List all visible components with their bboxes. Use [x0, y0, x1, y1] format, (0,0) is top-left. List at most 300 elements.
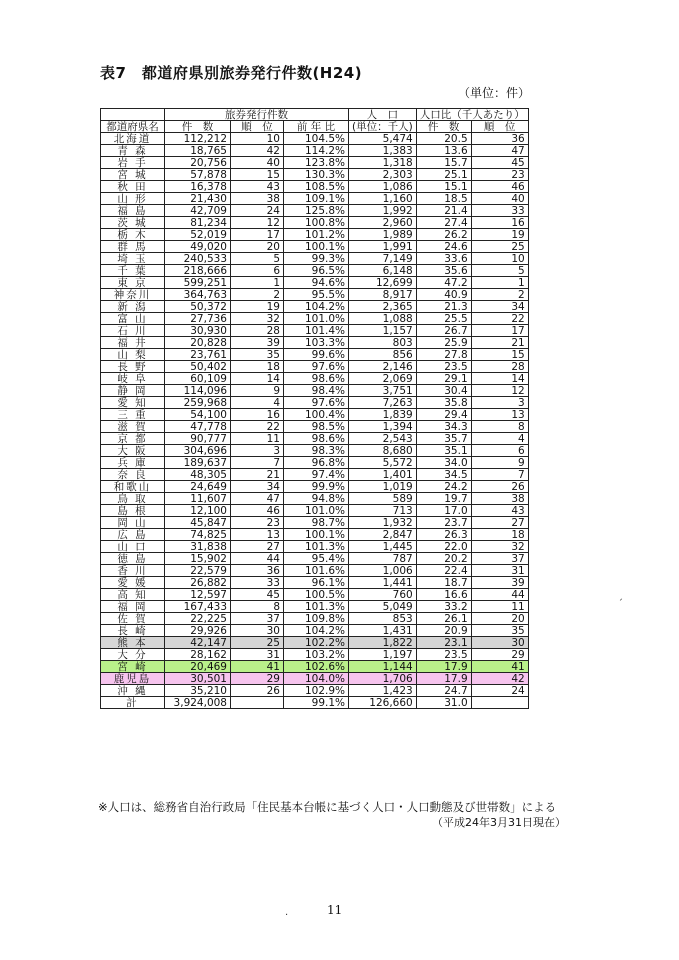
- prefecture-cell: 群 馬: [101, 241, 165, 253]
- prev-ratio-cell: 98.6%: [284, 433, 349, 445]
- table-row: [101, 253, 529, 265]
- ratio-rank-cell: 18: [471, 529, 528, 541]
- ratio-rank-cell: 13: [471, 409, 528, 421]
- prefecture-cell: 福 島: [101, 205, 165, 217]
- population-cell: 1,394: [349, 421, 417, 433]
- ratio-rank-cell: 2: [471, 289, 528, 301]
- rank-cell: 25: [231, 637, 284, 649]
- ratio-cell: 27.8: [416, 349, 471, 361]
- ratio-cell: 34.0: [416, 457, 471, 469]
- ratio-cell: 27.4: [416, 217, 471, 229]
- prev-ratio-cell: 97.6%: [284, 397, 349, 409]
- ratio-cell: 23.1: [416, 637, 471, 649]
- header-count: 件 数: [165, 121, 231, 133]
- ratio-rank-cell: 21: [471, 337, 528, 349]
- prefecture-cell: 香 川: [101, 565, 165, 577]
- prefecture-cell: 新 潟: [101, 301, 165, 313]
- table-row: [101, 637, 529, 649]
- prev-ratio-cell: 101.3%: [284, 601, 349, 613]
- rank-cell: 9: [231, 385, 284, 397]
- ratio-cell: 19.7: [416, 493, 471, 505]
- prefecture-cell: 東 京: [101, 277, 165, 289]
- prefecture-cell: 岐 阜: [101, 373, 165, 385]
- count-cell: 29,926: [165, 625, 231, 637]
- table-row: [101, 457, 529, 469]
- ratio-cell: 13.6: [416, 145, 471, 157]
- ratio-cell: 33.6: [416, 253, 471, 265]
- ratio-rank-cell: 37: [471, 553, 528, 565]
- ratio-rank-cell: 26: [471, 481, 528, 493]
- count-cell: 31,838: [165, 541, 231, 553]
- ratio-rank-cell: 25: [471, 241, 528, 253]
- count-cell: 81,234: [165, 217, 231, 229]
- ratio-cell: 35.8: [416, 397, 471, 409]
- header-population-group: 人 口: [349, 109, 417, 121]
- prev-ratio-cell: 123.8%: [284, 157, 349, 169]
- count-cell: 114,096: [165, 385, 231, 397]
- ratio-cell: 23.5: [416, 361, 471, 373]
- population-cell: 8,917: [349, 289, 417, 301]
- count-cell: 599,251: [165, 277, 231, 289]
- count-cell: 18,765: [165, 145, 231, 157]
- prev-ratio-cell: 98.5%: [284, 421, 349, 433]
- prev-ratio-cell: 103.3%: [284, 337, 349, 349]
- population-cell: 1,160: [349, 193, 417, 205]
- header-population-unit: (単位：千人): [349, 121, 417, 133]
- ratio-cell: 26.1: [416, 613, 471, 625]
- table-row: [101, 361, 529, 373]
- ratio-rank-cell: 42: [471, 673, 528, 685]
- header-ratio-rank: 順 位: [471, 121, 528, 133]
- prefecture-cell: 宮 城: [101, 169, 165, 181]
- count-cell: 12,597: [165, 589, 231, 601]
- prev-ratio-cell: 94.8%: [284, 493, 349, 505]
- population-cell: 1,431: [349, 625, 417, 637]
- prev-ratio-cell: 95.5%: [284, 289, 349, 301]
- prev-ratio-cell: 104.2%: [284, 625, 349, 637]
- prefecture-cell: 鹿児島: [101, 673, 165, 685]
- prefecture-cell: 宮 崎: [101, 661, 165, 673]
- prev-ratio-cell: 108.5%: [284, 181, 349, 193]
- ratio-cell: 20.5: [416, 133, 471, 145]
- population-cell: 1,989: [349, 229, 417, 241]
- prefecture-cell: 沖 縄: [101, 685, 165, 697]
- ratio-cell: 40.9: [416, 289, 471, 301]
- table-row: [101, 517, 529, 529]
- ratio-rank-cell: 20: [471, 613, 528, 625]
- rank-cell: 41: [231, 661, 284, 673]
- population-cell: 5,474: [349, 133, 417, 145]
- prefecture-cell: 千 葉: [101, 265, 165, 277]
- rank-cell: 38: [231, 193, 284, 205]
- table-row: [101, 229, 529, 241]
- ratio-cell: 17.0: [416, 505, 471, 517]
- population-cell: 1,318: [349, 157, 417, 169]
- ratio-rank-cell: 29: [471, 649, 528, 661]
- rank-cell: 28: [231, 325, 284, 337]
- ratio-rank-cell: 9: [471, 457, 528, 469]
- table-row: [101, 697, 529, 709]
- rank-cell: 26: [231, 685, 284, 697]
- ratio-cell: 34.3: [416, 421, 471, 433]
- ratio-cell: 18.5: [416, 193, 471, 205]
- rank-cell: 19: [231, 301, 284, 313]
- ratio-rank-cell: 4: [471, 433, 528, 445]
- count-cell: 47,778: [165, 421, 231, 433]
- population-cell: 126,660: [349, 697, 417, 709]
- prev-ratio-cell: 100.1%: [284, 241, 349, 253]
- rank-cell: 3: [231, 445, 284, 457]
- ratio-cell: 21.4: [416, 205, 471, 217]
- prev-ratio-cell: 130.3%: [284, 169, 349, 181]
- ratio-cell: 29.1: [416, 373, 471, 385]
- rank-cell: 6: [231, 265, 284, 277]
- ratio-cell: 26.3: [416, 529, 471, 541]
- prefecture-cell: 福 岡: [101, 601, 165, 613]
- footnote: ※人口は、総務省自治行政局「住民基本台帳に基づく人口・人口動態及び世帯数」による: [98, 800, 557, 814]
- ratio-rank-cell: 17: [471, 325, 528, 337]
- population-cell: 1,086: [349, 181, 417, 193]
- population-cell: 1,019: [349, 481, 417, 493]
- ratio-cell: 26.2: [416, 229, 471, 241]
- header-prev-ratio: 前 年 比: [284, 121, 349, 133]
- ratio-rank-cell: 40: [471, 193, 528, 205]
- header-per1000-group: 人口比（千人あたり）: [416, 109, 528, 121]
- population-cell: 1,991: [349, 241, 417, 253]
- count-cell: 22,579: [165, 565, 231, 577]
- ratio-rank-cell: 15: [471, 349, 528, 361]
- population-cell: 7,263: [349, 397, 417, 409]
- count-cell: 22,225: [165, 613, 231, 625]
- page-title: 表7 都道府県別旅券発行件数(H24): [100, 64, 363, 82]
- population-cell: 1,144: [349, 661, 417, 673]
- prefecture-cell: 大 分: [101, 649, 165, 661]
- ratio-rank-cell: 12: [471, 385, 528, 397]
- table-row: [101, 217, 529, 229]
- prev-ratio-cell: 125.8%: [284, 205, 349, 217]
- rank-cell: [231, 697, 284, 709]
- table-row: [101, 169, 529, 181]
- rank-cell: 37: [231, 613, 284, 625]
- date-note: （平成24年3月31日現在）: [432, 816, 566, 829]
- ratio-cell: 24.6: [416, 241, 471, 253]
- prefecture-cell: 山 口: [101, 541, 165, 553]
- prefecture-cell: 鳥 取: [101, 493, 165, 505]
- ratio-rank-cell: 36: [471, 133, 528, 145]
- prev-ratio-cell: 98.7%: [284, 517, 349, 529]
- table-row: [101, 385, 529, 397]
- table-row: [101, 349, 529, 361]
- count-cell: 20,828: [165, 337, 231, 349]
- ratio-cell: 33.2: [416, 601, 471, 613]
- ratio-rank-cell: 1: [471, 277, 528, 289]
- population-cell: 1,383: [349, 145, 417, 157]
- prefecture-cell: 奈 良: [101, 469, 165, 481]
- table-row: [101, 673, 529, 685]
- rank-cell: 39: [231, 337, 284, 349]
- rank-cell: 42: [231, 145, 284, 157]
- ratio-cell: 15.1: [416, 181, 471, 193]
- table-row: [101, 649, 529, 661]
- prev-ratio-cell: 95.4%: [284, 553, 349, 565]
- prefecture-cell: 山 形: [101, 193, 165, 205]
- ratio-rank-cell: 22: [471, 313, 528, 325]
- rank-cell: 7: [231, 457, 284, 469]
- prev-ratio-cell: 98.6%: [284, 373, 349, 385]
- table-row: [101, 445, 529, 457]
- rank-cell: 40: [231, 157, 284, 169]
- ratio-rank-cell: 19: [471, 229, 528, 241]
- unit-note: （単位：件）: [458, 86, 531, 100]
- prefecture-cell: 高 知: [101, 589, 165, 601]
- table-row: [101, 193, 529, 205]
- prefecture-cell: 富 山: [101, 313, 165, 325]
- count-cell: 48,305: [165, 469, 231, 481]
- population-cell: 2,069: [349, 373, 417, 385]
- ratio-rank-cell: 41: [471, 661, 528, 673]
- prefecture-cell: 栃 木: [101, 229, 165, 241]
- ratio-rank-cell: 28: [471, 361, 528, 373]
- prefecture-cell: 和歌山: [101, 481, 165, 493]
- prev-ratio-cell: 114.2%: [284, 145, 349, 157]
- rank-cell: 33: [231, 577, 284, 589]
- population-cell: 1,157: [349, 325, 417, 337]
- prefecture-cell: 計: [101, 697, 165, 709]
- ratio-rank-cell: 10: [471, 253, 528, 265]
- rank-cell: 11: [231, 433, 284, 445]
- population-cell: 760: [349, 589, 417, 601]
- prefecture-cell: 長 野: [101, 361, 165, 373]
- population-cell: 5,049: [349, 601, 417, 613]
- table-body: [101, 133, 529, 709]
- table-row: [101, 469, 529, 481]
- population-cell: 1,401: [349, 469, 417, 481]
- table-row: [101, 589, 529, 601]
- rank-cell: 4: [231, 397, 284, 409]
- count-cell: 15,902: [165, 553, 231, 565]
- prev-ratio-cell: 98.3%: [284, 445, 349, 457]
- count-cell: 49,020: [165, 241, 231, 253]
- ratio-cell: 29.4: [416, 409, 471, 421]
- table-row: [101, 661, 529, 673]
- passport-issuance-table: [100, 108, 529, 709]
- prefecture-cell: 佐 賀: [101, 613, 165, 625]
- prefecture-cell: 岡 山: [101, 517, 165, 529]
- prefecture-cell: 広 島: [101, 529, 165, 541]
- rank-cell: 2: [231, 289, 284, 301]
- ratio-rank-cell: 45: [471, 157, 528, 169]
- ratio-rank-cell: 31: [471, 565, 528, 577]
- ratio-rank-cell: 43: [471, 505, 528, 517]
- count-cell: 218,666: [165, 265, 231, 277]
- prev-ratio-cell: 109.1%: [284, 193, 349, 205]
- ratio-rank-cell: 44: [471, 589, 528, 601]
- prefecture-cell: 茨 城: [101, 217, 165, 229]
- count-cell: 11,607: [165, 493, 231, 505]
- rank-cell: 17: [231, 229, 284, 241]
- prev-ratio-cell: 99.9%: [284, 481, 349, 493]
- table-row: [101, 493, 529, 505]
- ratio-cell: 15.7: [416, 157, 471, 169]
- prefecture-cell: 神奈川: [101, 289, 165, 301]
- page-number: 11: [327, 903, 343, 917]
- ratio-cell: 22.4: [416, 565, 471, 577]
- count-cell: 20,756: [165, 157, 231, 169]
- table-row: [101, 409, 529, 421]
- header-ratio-count: 件 数: [416, 121, 471, 133]
- population-cell: 1,197: [349, 649, 417, 661]
- rank-cell: 27: [231, 541, 284, 553]
- population-cell: 2,543: [349, 433, 417, 445]
- population-cell: 1,822: [349, 637, 417, 649]
- rank-cell: 13: [231, 529, 284, 541]
- table-row: [101, 541, 529, 553]
- ratio-rank-cell: 34: [471, 301, 528, 313]
- rank-cell: 35: [231, 349, 284, 361]
- population-cell: 1,006: [349, 565, 417, 577]
- rank-cell: 46: [231, 505, 284, 517]
- ratio-cell: 47.2: [416, 277, 471, 289]
- ratio-rank-cell: 23: [471, 169, 528, 181]
- population-cell: 2,960: [349, 217, 417, 229]
- rank-cell: 8: [231, 601, 284, 613]
- rank-cell: 43: [231, 181, 284, 193]
- table-row: [101, 397, 529, 409]
- population-cell: 12,699: [349, 277, 417, 289]
- prev-ratio-cell: 100.5%: [284, 589, 349, 601]
- prev-ratio-cell: 99.3%: [284, 253, 349, 265]
- count-cell: 189,637: [165, 457, 231, 469]
- count-cell: 364,763: [165, 289, 231, 301]
- prefecture-cell: 大 阪: [101, 445, 165, 457]
- prev-ratio-cell: 96.1%: [284, 577, 349, 589]
- table-row: [101, 625, 529, 637]
- count-cell: 42,709: [165, 205, 231, 217]
- population-cell: 856: [349, 349, 417, 361]
- ratio-rank-cell: 7: [471, 469, 528, 481]
- prefecture-cell: 熊 本: [101, 637, 165, 649]
- header-rank: 順 位: [231, 121, 284, 133]
- rank-cell: 14: [231, 373, 284, 385]
- population-cell: 2,303: [349, 169, 417, 181]
- count-cell: 28,162: [165, 649, 231, 661]
- population-cell: 2,146: [349, 361, 417, 373]
- prefecture-cell: 北海道: [101, 133, 165, 145]
- ratio-cell: 17.9: [416, 661, 471, 673]
- table-row: [101, 145, 529, 157]
- prefecture-cell: 愛 知: [101, 397, 165, 409]
- prev-ratio-cell: 109.8%: [284, 613, 349, 625]
- population-cell: 6,148: [349, 265, 417, 277]
- ratio-rank-cell: 30: [471, 637, 528, 649]
- count-cell: 42,147: [165, 637, 231, 649]
- rank-cell: 34: [231, 481, 284, 493]
- population-cell: 713: [349, 505, 417, 517]
- ratio-rank-cell: 8: [471, 421, 528, 433]
- count-cell: 74,825: [165, 529, 231, 541]
- population-cell: 5,572: [349, 457, 417, 469]
- ratio-rank-cell: 47: [471, 145, 528, 157]
- ratio-rank-cell: 6: [471, 445, 528, 457]
- ratio-cell: 30.4: [416, 385, 471, 397]
- table-row: [101, 301, 529, 313]
- population-cell: 1,992: [349, 205, 417, 217]
- prefecture-cell: 秋 田: [101, 181, 165, 193]
- prefecture-cell: 石 川: [101, 325, 165, 337]
- rank-cell: 16: [231, 409, 284, 421]
- header-issued-group: 旅券発行件数: [165, 109, 349, 121]
- rank-cell: 45: [231, 589, 284, 601]
- ratio-cell: 24.2: [416, 481, 471, 493]
- prefecture-cell: 愛 媛: [101, 577, 165, 589]
- prefecture-cell: 徳 島: [101, 553, 165, 565]
- table-row: [101, 241, 529, 253]
- prev-ratio-cell: 94.6%: [284, 277, 349, 289]
- ratio-cell: 20.9: [416, 625, 471, 637]
- table-row: [101, 373, 529, 385]
- ratio-cell: 20.2: [416, 553, 471, 565]
- prefecture-cell: 滋 賀: [101, 421, 165, 433]
- count-cell: 45,847: [165, 517, 231, 529]
- table-row: [101, 157, 529, 169]
- prev-ratio-cell: 101.0%: [284, 505, 349, 517]
- table-row: [101, 133, 529, 145]
- rank-cell: 12: [231, 217, 284, 229]
- ratio-rank-cell: 39: [471, 577, 528, 589]
- table-row: [101, 337, 529, 349]
- header-prefecture: 都道府県名: [101, 121, 165, 133]
- count-cell: 259,968: [165, 397, 231, 409]
- prev-ratio-cell: 100.8%: [284, 217, 349, 229]
- count-cell: 90,777: [165, 433, 231, 445]
- rank-cell: 31: [231, 649, 284, 661]
- rank-cell: 32: [231, 313, 284, 325]
- prev-ratio-cell: 99.1%: [284, 697, 349, 709]
- count-cell: 16,378: [165, 181, 231, 193]
- ratio-cell: 35.6: [416, 265, 471, 277]
- ratio-cell: 26.7: [416, 325, 471, 337]
- population-cell: 1,445: [349, 541, 417, 553]
- prev-ratio-cell: 101.2%: [284, 229, 349, 241]
- prev-ratio-cell: 100.1%: [284, 529, 349, 541]
- prefecture-cell: 長 崎: [101, 625, 165, 637]
- prefecture-cell: 三 重: [101, 409, 165, 421]
- prefecture-cell: 山 梨: [101, 349, 165, 361]
- prev-ratio-cell: 104.0%: [284, 673, 349, 685]
- population-cell: 1,932: [349, 517, 417, 529]
- scan-speck: ˏ: [618, 590, 623, 601]
- prev-ratio-cell: 102.2%: [284, 637, 349, 649]
- rank-cell: 44: [231, 553, 284, 565]
- population-cell: 2,847: [349, 529, 417, 541]
- count-cell: 27,736: [165, 313, 231, 325]
- count-cell: 52,019: [165, 229, 231, 241]
- prev-ratio-cell: 97.6%: [284, 361, 349, 373]
- rank-cell: 24: [231, 205, 284, 217]
- population-cell: 1,706: [349, 673, 417, 685]
- ratio-rank-cell: 46: [471, 181, 528, 193]
- ratio-rank-cell: 35: [471, 625, 528, 637]
- table-row: [101, 181, 529, 193]
- rank-cell: 18: [231, 361, 284, 373]
- ratio-cell: 23.5: [416, 649, 471, 661]
- prev-ratio-cell: 104.5%: [284, 133, 349, 145]
- prev-ratio-cell: 96.8%: [284, 457, 349, 469]
- table-row: [101, 565, 529, 577]
- population-cell: 2,365: [349, 301, 417, 313]
- ratio-cell: 24.7: [416, 685, 471, 697]
- rank-cell: 15: [231, 169, 284, 181]
